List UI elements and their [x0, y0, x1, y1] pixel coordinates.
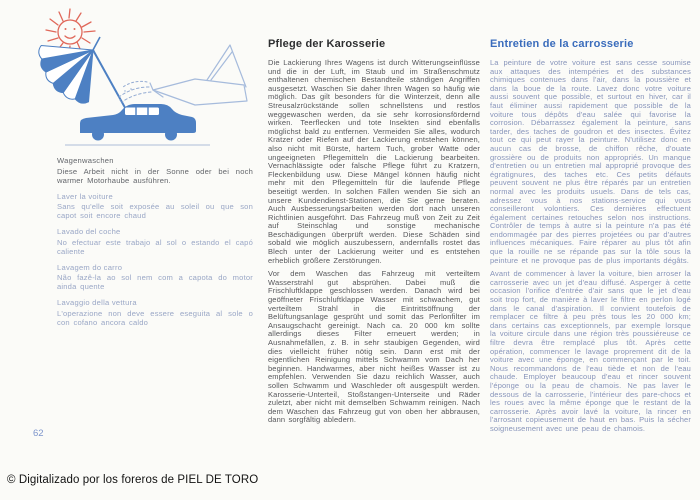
- french-paragraph-1: La peinture de votre voiture est sans cesse soumise aux attaques des intempéries et des substances chimiques contenues dans l'air, dans la poussière et dans la boue de la route. Lavez donc votre voiture aussi souvent que possible, et surtout en hiver, car il faut éliminer aussi rapidement que possible de la voiture tous dépôts d'eau salée qui favorise la corrosion. Débarrassez également la peinture, sans tarder, des taches de goudron et des insectes. Évitez tout ce qui peut rayer la peinture. N'utilisez donc en aucun cas de brosse, de chiffon rêche, d'ouate grossière ou de produits non appropriés. Un manque d'entretien ou un entretien mal approprié provoque des égratignures, des taches etc. Ces petits défauts peuvent souvent ne plus être réparés par un entretien normal avec les produits usuels. Dans de tels cas, adressez vous à nos stations-service qui vous conseilleront volontiers. Ces dernières effectuent également certaines retouches selon nos instructions. Contrôler de temps à autre si la peinture n'a pas été endommagée par des pierres projetées ou par d'autres influences mécaniques. Faire réparer au plus tôt afin que la rouille ne se répande pas sur la tôle sous la peinture et ne provoque pas de plus importants dégâts.: [490, 58, 691, 265]
- lang-item-spanish: [57, 227, 253, 256]
- lang-body: Não fazê-la ao sol nem com a capota do motor ainda quente: [57, 273, 253, 291]
- watering-can-icon: [150, 45, 247, 105]
- lang-body: Diese Arbeit nicht in der Sonne oder bei noch warmer Motorhaube ausführen.: [57, 166, 253, 185]
- lang-title: Wagenwaschen: [57, 156, 114, 165]
- lang-title: Lavaggio della vettura: [57, 298, 137, 307]
- lang-body: No efectuar este trabajo al sol o estando el capó caliente: [57, 237, 253, 256]
- car-icon: [65, 104, 210, 145]
- scan-watermark: © Digitalizado por los foreros de PIEL DE TORO: [7, 474, 259, 486]
- german-paragraph-2: Vor dem Waschen das Fahrzeug mit verteiltem Wasserstrahl gut absprühen. Dabei muß die Frischluftklappe geschlossen werden. Danach wird bei geöffneter Frischluftklappe Wasser mit schwachem, gut verteiltem Strahl in die Eintrittsöffnung der Belüftungsanlage gesprüht und somit das Perlonfilter im Ansaugschacht gereinigt. Nach ca. 20 000 km sollte allerdings dieses Filter erneuert werden; in Ausnahmefällen, z. B. in sehr staubigen Gegenden, wird dies vielleicht früher nötig sein. Dann erst mit der eigentlichen Reinigung mittels Schwamm vom Dach her beginnen. Handwarmes, aber nicht heißes Wasser ist zu empfehlen. Verwenden Sie dazu reichlich Wasser, auch sollen Schwamm und Waschleder oft ausgespült werden. Karosserie-Unterteil, Stoßstangen-Unterseite und Räder zuletzt, aber nicht mit demselben Schwamm reinigen. Nach dem Waschen das Fahrzeug gut von oben her abbrausen, dann sorgfältig abledern.: [268, 269, 481, 425]
- lang-item-french: [57, 192, 253, 221]
- lang-item-german: [57, 156, 253, 185]
- wash-instructions-block: [57, 156, 253, 334]
- lang-body: L'operazione non deve essere eseguita al sole o con cofano ancora caldo: [57, 308, 253, 327]
- beach-umbrella-icon: [39, 37, 128, 113]
- lang-title: Lavado del coche: [57, 227, 121, 236]
- lang-title: Lavagem do carro: [57, 262, 123, 272]
- water-spray: [119, 81, 151, 102]
- lang-item-italian: [57, 298, 253, 327]
- german-column-heading: Pflege der Karosserie: [268, 38, 386, 50]
- car-wash-illustration: [25, 5, 275, 155]
- german-paragraph-1: Die Lackierung Ihres Wagens ist durch Witterungseinflüsse und die in der Luft, im Staub und im Straßenschmutz enthaltenen chemischen Bestandteile ständigen Angriffen ausgesetzt. Waschen Sie daher Ihren Wagen so häufig wie möglich. Das gilt besonders für die Winterzeit, denn alle Streusalzrückstände sollen schnellstens und restlos weggewaschen werden, da sie sehr korrosionsfördernd wirken. Teerflecken und tote Insekten sind ebenfalls möglichst bald zu entfernen. Vermeiden Sie alles, wodurch Kratzer oder Riefen auf der Lackierung entstehen können, also nicht mit Bürste, hartem Tuch, grober Watte oder ungeeigneten Pflegemitteln die Lackierung bearbeiten. Vernachlässigte oder falsche Pflege führt zu Kratzern, Fleckenbildung usw. Diese Mängel können häufig nicht mehr mit den Pflegemitteln für die laufende Pflege beseitigt werden. In solchen Fällen wenden Sie sich an unsere Kundendienst-Stationen, die Sie gerne beraten. Auch Ausbesserungsarbeiten werden dort nach unseren Richtlinien ausgeführt. Das Fahrzeug muß von Zeit zu Zeit auf Steinschlag und sonstige mechanische Beschädigungen überprüft werden. Diese Schäden sind sobald wie möglich auszubessern, andernfalls rostet das Blech unter der Lackierung weiter und es entstehen erheblich größere Zerstörungen.: [268, 58, 480, 265]
- french-column-heading: Entretien de la carrosserie: [490, 38, 634, 50]
- lang-item-portuguese: [57, 263, 253, 292]
- lang-title: Laver la voiture: [57, 191, 113, 201]
- page-number: 62: [33, 428, 44, 439]
- french-column: [490, 38, 691, 439]
- french-paragraph-2: Avant de commencer à laver la voiture, bien arroser la carrosserie avec un jet d'eau diffusé. Asperger à cette occasion l'orifice d'entrée d'air sans que le jet d'eau soit trop fort, de manière à laver le filtre en perlon logé dans le canal d'aspiration. Il convient toutefois de remplacer ce filtre à peu près tous les 20 000 km; dans certains cas exceptionnels, par exemple lorsque la voiture circule dans une région très poussiéreuse ce filtre devra être remplacé plus tôt. Après cette opération, commencer le lavage proprement dit de la voiture avec une éponge, en commençant par le toit. Nous recommandons de l'eau tiède et non de l'eau chaude. Employer beaucoup d'eau et rincer souvent l'éponge ou la peau de chamois. Ne pas laver le dessous de la carrosserie, l'intérieur des pare-chocs et les roues avec la même éponge que le restant de la carrosserie. Après avoir lavé la voiture, la rincer en l'arrosant copieusement de haut en bas. Puis la sécher soigneusement avec une peau de chamois.: [490, 269, 691, 433]
- german-column: [268, 38, 480, 430]
- lang-body: Sans qu'elle soit exposée au soleil ou que son capot soit encore chaud: [57, 202, 253, 220]
